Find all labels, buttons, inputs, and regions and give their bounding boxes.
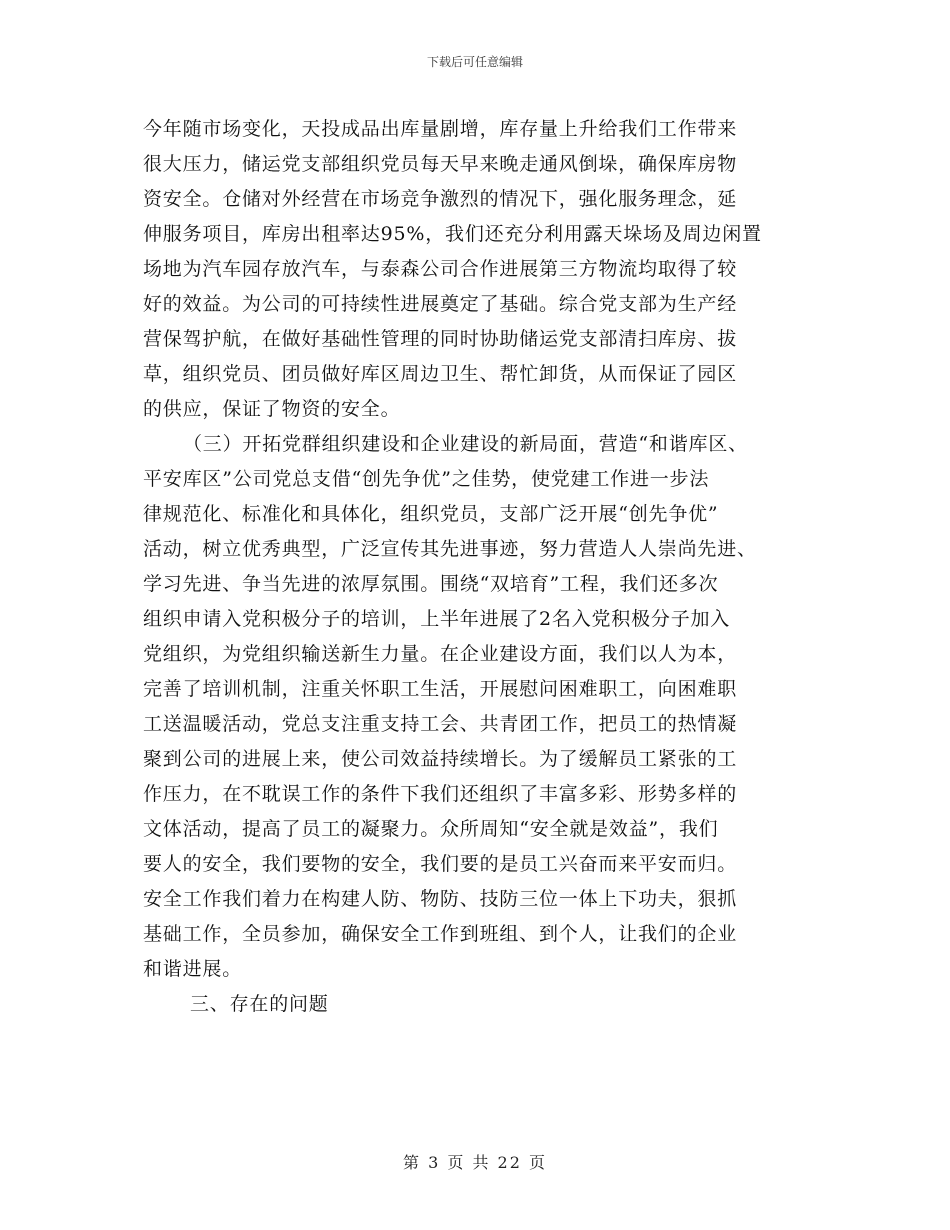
text-line: 草，组织党员、团员做好库区周边卫生、帮忙卸货，从而保证了园区 <box>143 363 738 385</box>
text-line: 活动，树立优秀典型，广泛宣传其先进事迹，努力营造人人崇尚先进、 <box>143 538 757 560</box>
text-line: 要人的安全，我们要物的安全，我们要的是员工兴奋而来平安而归。 <box>143 853 738 875</box>
text-line: 平安库区”公司党总支借“创先争优”之佳势，使党建工作进一步法 <box>143 468 710 490</box>
text-line: 基础工作，全员参加，确保安全工作到班组、到个人，让我们的企业 <box>143 923 738 945</box>
text-line: 伸服务项目，库房出租率达95%，我们还充分利用露天垛场及周边闲置 <box>143 223 762 245</box>
text-line: 聚到公司的进展上来，使公司效益持续增长。为了缓解员工紧张的工 <box>143 748 738 770</box>
text-line: 营保驾护航，在做好基础性管理的同时协助储运党支部清扫库房、拔 <box>143 328 738 350</box>
text-line: 完善了培训机制，注重关怀职工生活，开展慰问困难职工，向困难职 <box>143 678 738 700</box>
text-line: 资安全。仓储对外经营在市场竞争激烈的情况下，强化服务理念，延 <box>143 188 738 210</box>
document-body <box>143 112 803 1022</box>
text-line: （三）开拓党群组织建设和企业建设的新局面，营造“和谐库区、 <box>183 433 748 455</box>
text-line: 组织申请入党积极分子的培训，上半年进展了2名入党积极分子加入 <box>143 608 731 630</box>
text-line: 作压力，在不耽误工作的条件下我们还组织了丰富多彩、形势多样的 <box>143 783 738 805</box>
text-line: 好的效益。为公司的可持续性进展奠定了基础。综合党支部为生产经 <box>143 293 738 315</box>
text-line: 和谐进展。 <box>143 958 243 980</box>
paragraph-2 <box>143 427 803 987</box>
page-header: 下载后可任意编辑 <box>426 55 523 69</box>
text-line: 律规范化、标准化和具体化，组织党员，支部广泛开展“创先争优” <box>143 503 719 525</box>
text-line: 今年随市场变化，天投成品出库量剧增，库存量上升给我们工作带来 <box>143 118 738 140</box>
section-heading <box>143 987 803 1022</box>
text-line: 文体活动，提高了员工的凝聚力。众所周知“安全就是效益”，我们 <box>143 818 719 840</box>
text-line: 工送温暖活动，党总支注重支持工会、共青团工作，把员工的热情凝 <box>143 713 738 735</box>
text-line: 的供应，保证了物资的安全。 <box>143 398 401 420</box>
section-heading-text: 三、存在的问题 <box>190 993 329 1015</box>
text-line: 学习先进、争当先进的浓厚氛围。围绕“双培育”工程，我们还多次 <box>143 573 719 595</box>
text-line: 党组织，为党组织输送新生力量。在企业建设方面，我们以人为本， <box>143 643 738 665</box>
text-line: 很大压力，储运党支部组织党员每天早来晚走通风倒垛，确保库房物 <box>143 153 738 175</box>
page-footer: 第 3 页 共 22 页 <box>403 1153 547 1172</box>
paragraph-1 <box>143 112 803 427</box>
text-line: 安全工作我们着力在构建人防、物防、技防三位一体上下功夫，狠抓 <box>143 888 738 910</box>
text-line: 场地为汽车园存放汽车，与泰森公司合作进展第三方物流均取得了较 <box>143 258 738 280</box>
